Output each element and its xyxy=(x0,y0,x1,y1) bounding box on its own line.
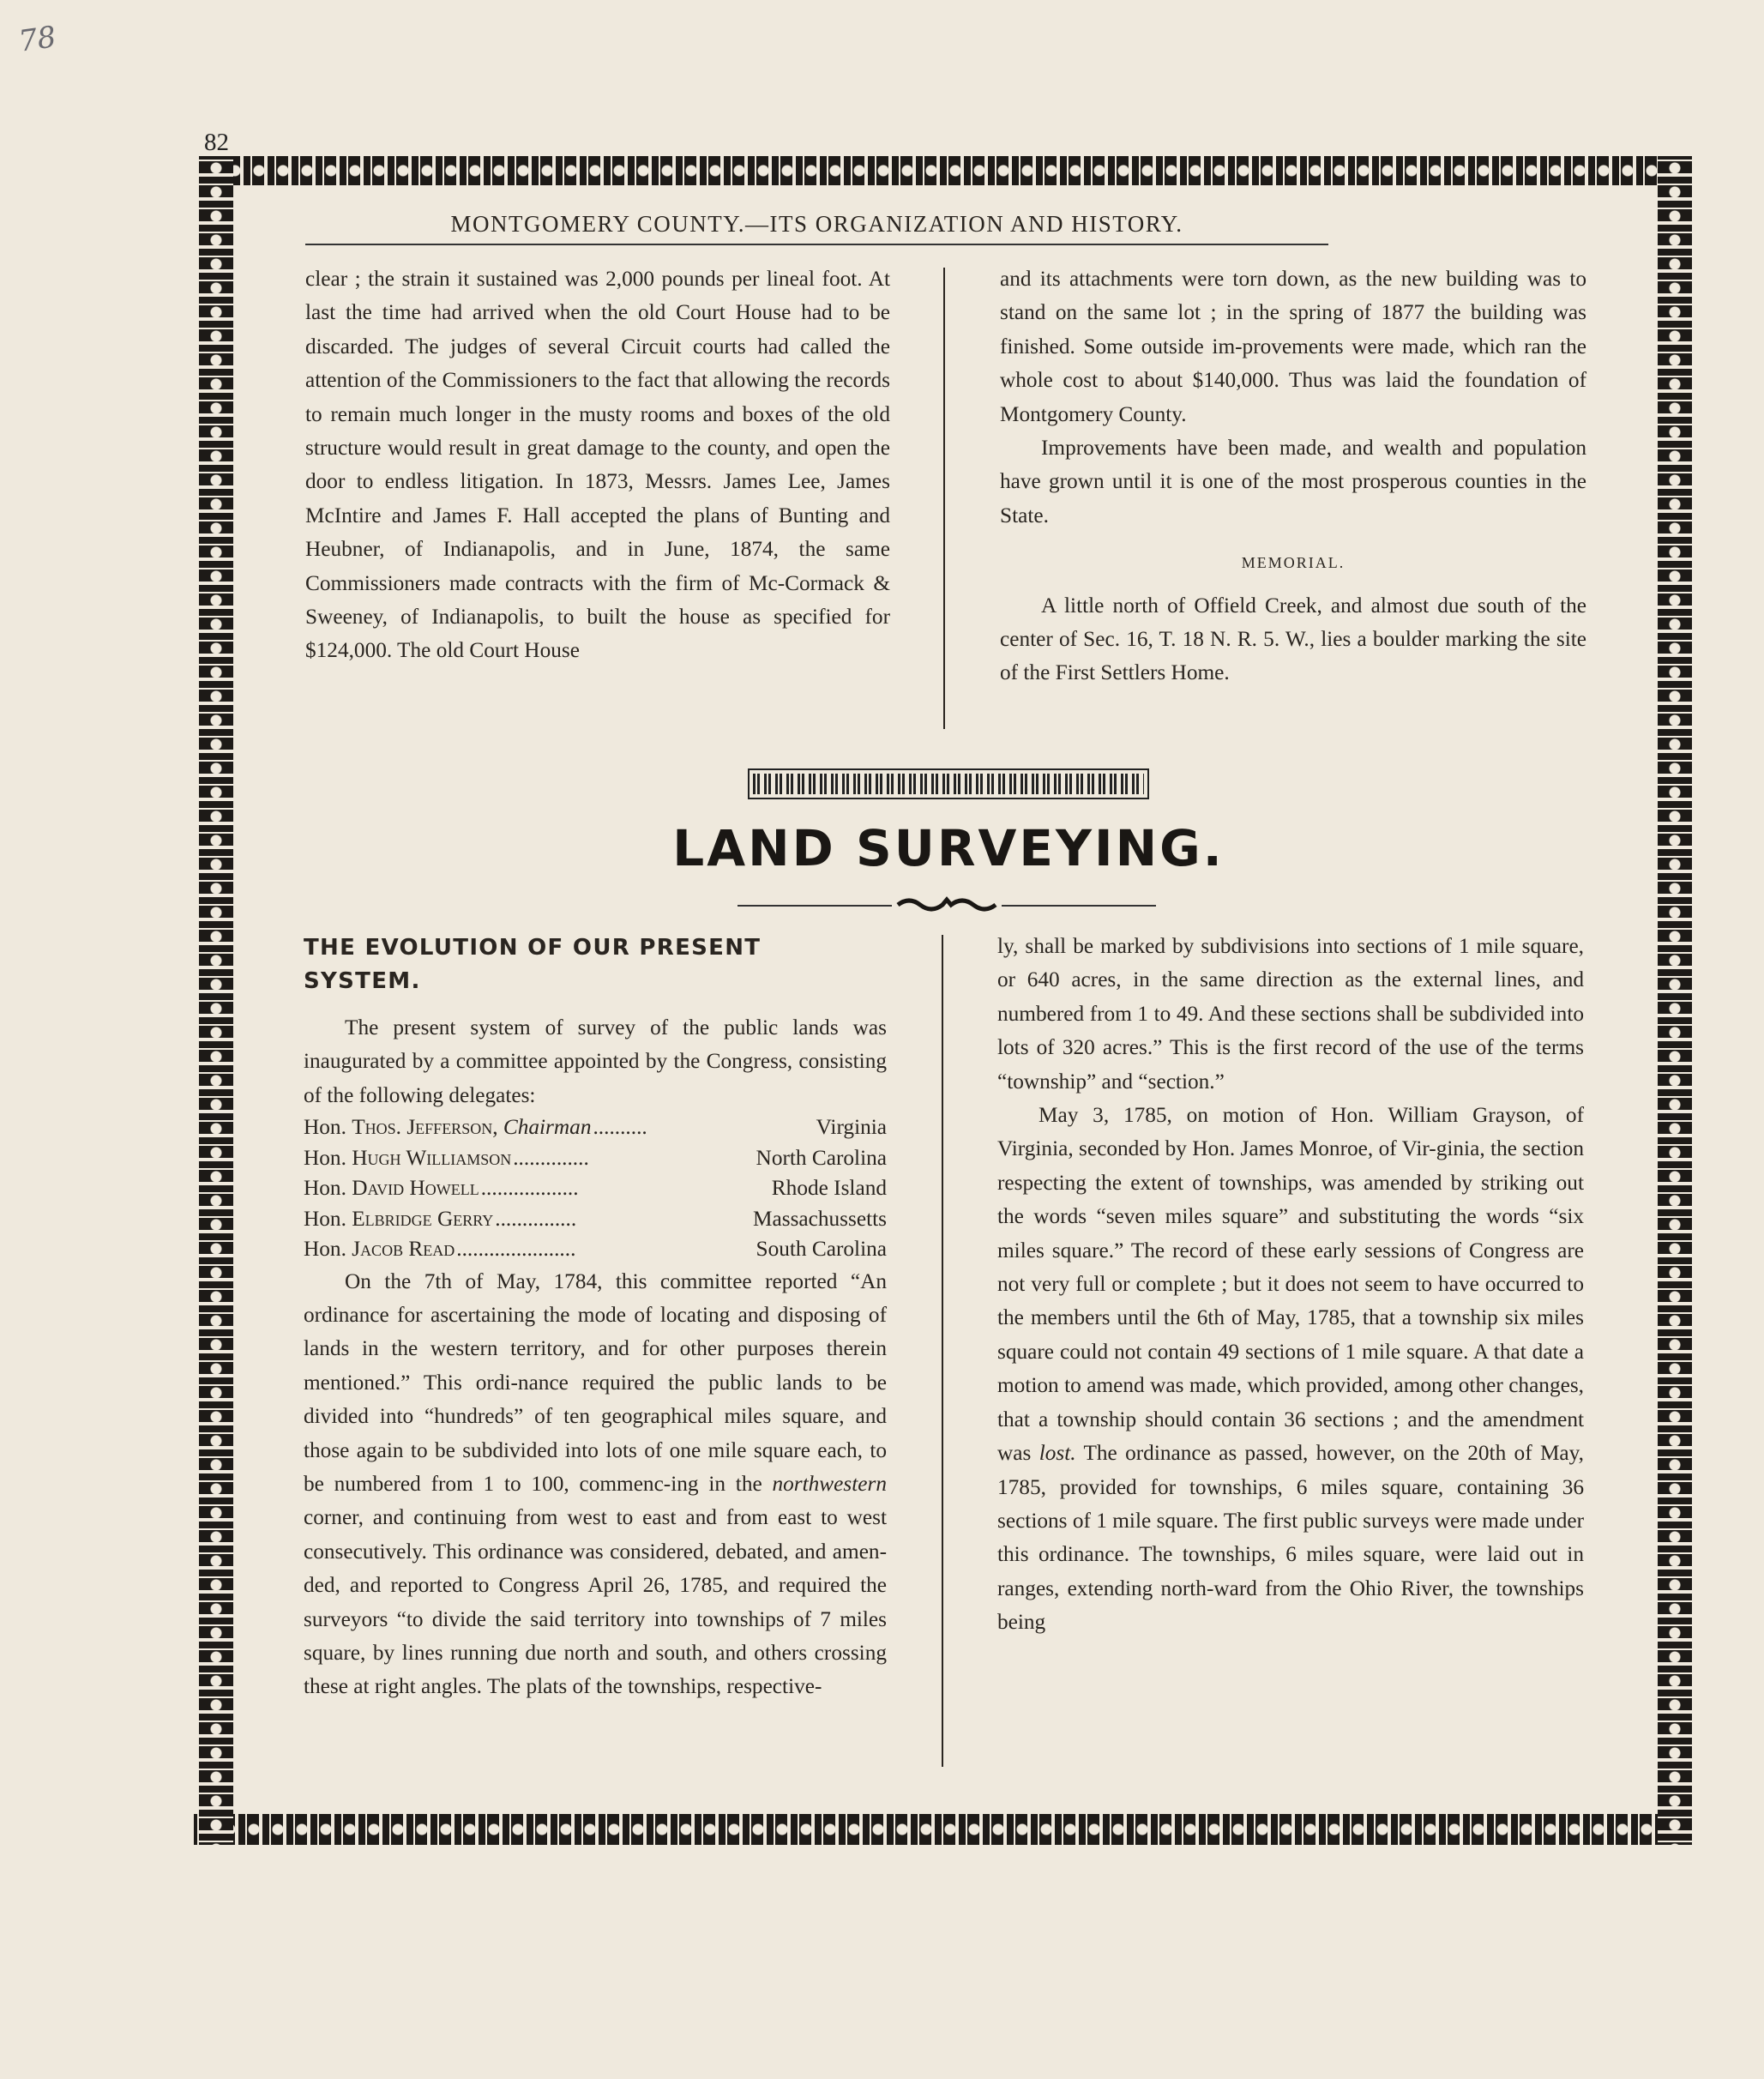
running-head: MONTGOMERY COUNTY.—ITS ORGANIZATION AND HISTORY. xyxy=(450,211,1183,237)
paragraph: Improvements have been made, and wealth and population have grown until it is one of the most prosperous counties in the State. xyxy=(1000,436,1586,527)
title-rule-right xyxy=(1002,905,1156,907)
delegate-name: Thos. Jefferson, xyxy=(352,1115,498,1140)
delegate-row xyxy=(304,1112,887,1143)
upper-right-column xyxy=(1000,262,1586,690)
leader-dots: .......... xyxy=(593,1115,647,1140)
leader-dots: ...................... xyxy=(456,1237,576,1262)
subsection-heading: THE EVOLUTION OF OUR PRESENT SYSTEM. xyxy=(304,935,762,995)
delegate-row xyxy=(304,1143,887,1174)
delegate-name: David Howell xyxy=(352,1176,479,1201)
ornamental-border-bottom xyxy=(194,1814,1683,1845)
leader-dots: ............... xyxy=(495,1206,577,1231)
paragraph: and its attachments were torn down, as the new building was to stand on the same lot ; in the spring of 1877 the building was finished. Some outside im-provements were made, which ran the whole cost to about $140,000. Thus was laid the foundation of Montgomery County. xyxy=(1000,267,1586,426)
paragraph: ly, shall be marked by subdivisions into sections of 1 mile square, or 640 acres, in the same direction as the external lines, and numbered from 1 to 49. And these sections shall be subdivided into lots of 320 acres.” This is the first record of the use of the terms “township” and “section.” xyxy=(997,934,1584,1094)
page-number: 82 xyxy=(204,129,229,156)
section-title: LAND SURVEYING. xyxy=(672,819,1225,877)
leader-dots: .............. xyxy=(513,1145,589,1170)
delegate-row xyxy=(304,1173,887,1204)
delegate-hon: Hon. xyxy=(304,1176,346,1201)
lower-right-column xyxy=(997,930,1584,1640)
delegate-state: Virginia xyxy=(816,1115,887,1140)
paragraph: A little north of Offield Creek, and almost due south of the center of Sec. 16, T. 18 N. R. 5. W., lies a boulder marking the site of the First Settlers Home. xyxy=(1000,593,1586,685)
memorial-heading: MEMORIAL. xyxy=(1241,554,1346,572)
delegate-role: Chairman xyxy=(503,1115,592,1140)
ornamental-border-right xyxy=(1658,156,1692,1845)
column-divider-lower xyxy=(942,935,943,1767)
delegate-state: North Carolina xyxy=(756,1145,887,1170)
delegate-row xyxy=(304,1234,887,1265)
delegate-name: Hugh Williamson xyxy=(352,1145,512,1170)
paragraph: On the 7th of May, 1784, this committee reported “An ordinance for ascertaining the mode of locating and disposing of lands in the western territory, and for other purposes therein mentioned.” This ordi-nance required the public lands to be divided into “hundreds” of ten geographical miles square, and those again to be subdivided into lots of one mile square each, to be numbered from 1 to 100, commenc-ing in the northwestern corner, and continuing from west to east and from east to west consecutively. This ordinance was considered, debated, and amen-ded, and reported to Congress April 26, 1785, and required the surveyors “to divide the said territory into townships of 7 miles square, by lines running due north and south, and others crossing these at right angles. The plats of the townships, respective- xyxy=(304,1268,887,1699)
delegate-list xyxy=(304,1112,887,1265)
delegate-row xyxy=(304,1204,887,1235)
delegate-state: South Carolina xyxy=(756,1237,887,1262)
delegate-hon: Hon. xyxy=(304,1206,346,1231)
column-divider-upper xyxy=(943,268,945,729)
ornamental-border-left xyxy=(199,156,233,1845)
delegate-hon: Hon. xyxy=(304,1115,346,1140)
paragraph: May 3, 1785, on motion of Hon. William Grayson, of Virginia, seconded by Hon. James Monroe, of Vir-ginia, the section respecting the extent of townships, was amended by striking out the words “seven miles square” and substituting the words “six miles square.” The record of these early sessions of Congress are not very full or complete ; but it does not seem to have occurred to the members until the 6th of May, 1785, that a township six miles square could not contain 49 sections of 1 mile square. A that date a motion to amend was made, which provided, among other changes, that a township should contain 36 sections ; and the amendment was lost. The ordinance as passed, however, on the 20th of May, 1785, provided for townships, 6 miles square, containing 36 sections of 1 mile square. The first public surveys were made under this ordinance. The townships, 6 miles square, were laid out in ranges, extending north-ward from the Ohio River, the townships being xyxy=(997,1103,1584,1635)
delegate-state: Rhode Island xyxy=(771,1176,887,1201)
delegate-state: Massachussetts xyxy=(753,1206,887,1231)
pencil-annotation: 78 xyxy=(16,20,58,59)
lower-left-column xyxy=(304,931,887,1704)
delegate-name: Elbridge Gerry xyxy=(352,1206,494,1231)
delegate-hon: Hon. xyxy=(304,1145,346,1170)
running-head-rule xyxy=(305,244,1328,245)
delegate-hon: Hon. xyxy=(304,1237,346,1262)
title-rule-left xyxy=(738,905,892,907)
ornamental-divider-bar xyxy=(748,768,1149,799)
paragraph: The present system of survey of the public lands was inaugurated by a committee appointed by the Congress, consisting of the following delegates: xyxy=(304,1015,887,1107)
title-ornament xyxy=(896,896,997,913)
paragraph: clear ; the strain it sustained was 2,000 pounds per lineal foot. At last the time had arrived when the old Court House had to be discarded. The judges of several Circuit courts had called the attention of the Commissioners to the fact that allowing the records to remain much longer in the musty rooms and boxes of the old structure would result in great damage to the county, and open the door to endless litigation. In 1873, Messrs. James Lee, James McIntire and James F. Hall accepted the plans of Bunting and Heubner, of Indianapolis, and in June, 1874, the same Commissioners made contracts with the firm of Mc-Cormack & Sweeney, of Indianapolis, to built the house as specified for $124,000. The old Court House xyxy=(305,267,890,663)
delegate-name: Jacob Read xyxy=(352,1237,455,1262)
upper-left-column xyxy=(305,262,890,668)
ornamental-border-top xyxy=(199,156,1693,185)
leader-dots: .................. xyxy=(480,1176,579,1201)
